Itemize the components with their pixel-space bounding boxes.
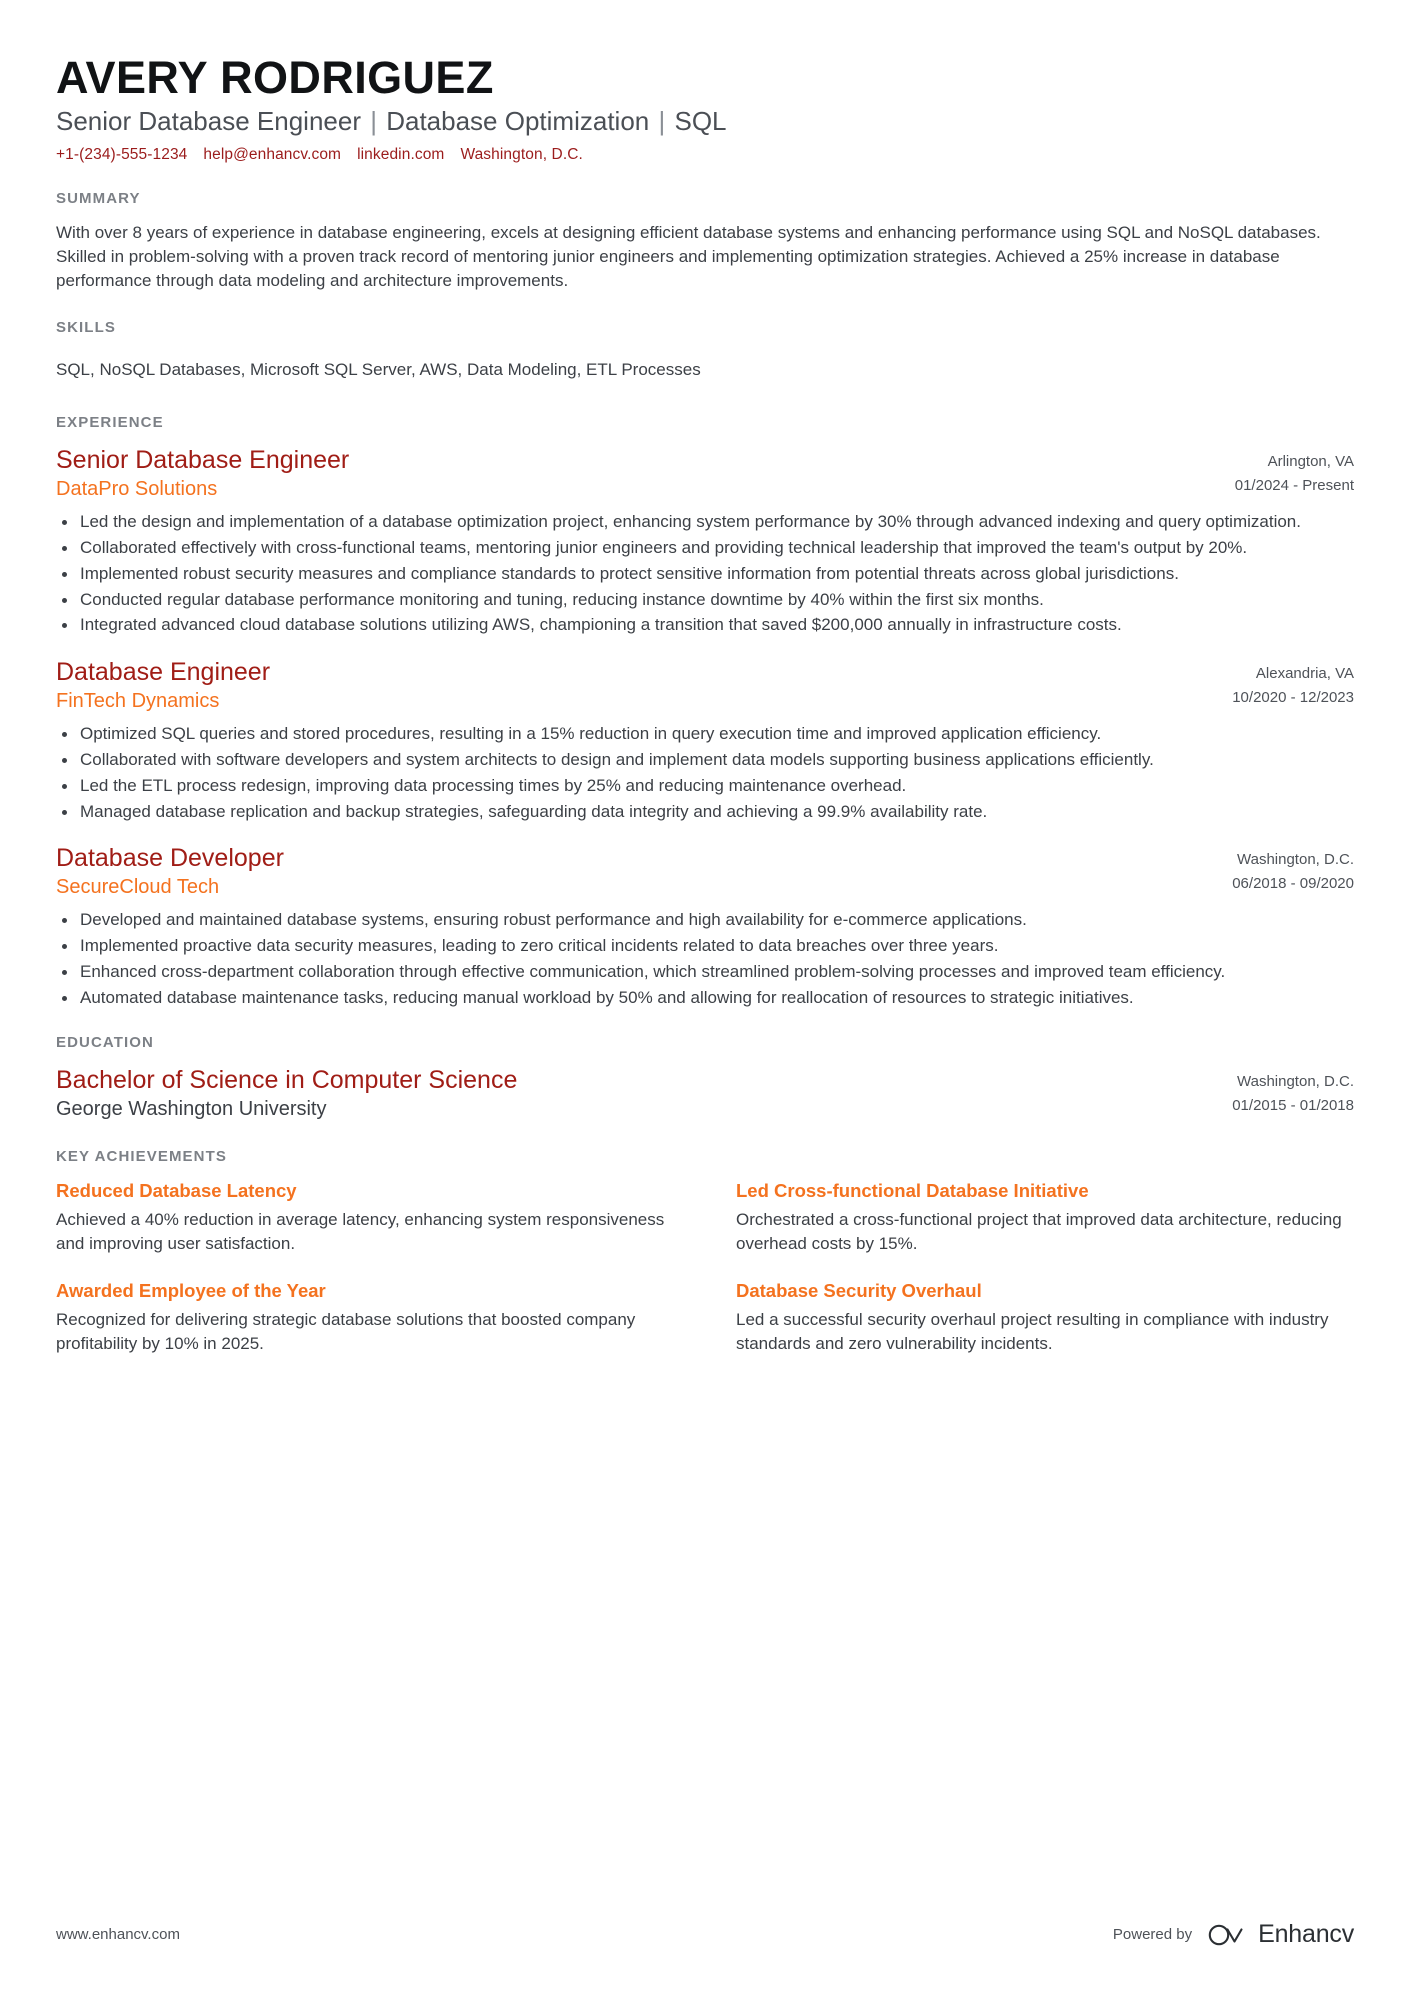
achievement-title: Database Security Overhaul [736, 1280, 982, 1302]
experience-dates: 06/2018 - 09/2020 [1232, 875, 1354, 893]
education-entry-head [56, 1065, 1354, 1122]
contact-row [56, 146, 1354, 164]
skills-section-title: SKILLS [56, 319, 116, 337]
footer-brand-area [1113, 1920, 1354, 1949]
powered-by-label: Powered by [1112, 1926, 1193, 1943]
headline-part-1: Senior Database Engineer [56, 106, 361, 137]
experience-bullet: Automated database maintenance tasks, reducing manual workload by 50% and allowing for reallocation of resources to strategic initiatives. [56, 986, 1354, 1010]
experience-bullet: Managed database replication and backup strategies, safeguarding data integrity and achieving a 99.9% availability rate. [56, 800, 1354, 824]
achievement-item [736, 1279, 1354, 1356]
experience-entry-head [56, 657, 1354, 714]
experience-company: DataPro Solutions [56, 478, 218, 501]
skills-section [56, 319, 1354, 382]
education-school: George Washington University [56, 1097, 327, 1120]
contact-email[interactable]: help@enhancv.com [203, 145, 342, 163]
achievements-section [56, 1148, 1354, 1356]
experience-job-title: Senior Database Engineer [56, 446, 350, 475]
enhancv-mark-icon [1206, 1921, 1250, 1949]
experience-bullet: Implemented robust security measures and compliance standards to protect sensitive information from potential threats across global jurisdictions. [56, 562, 1354, 586]
experience-section [56, 414, 1354, 1009]
experience-bullet-list [56, 510, 1354, 637]
experience-bullet: Collaborated effectively with cross-functional teams, mentoring junior engineers and providing technical leadership that improved the team's output by 20%. [56, 536, 1354, 560]
experience-entry-head [56, 843, 1354, 900]
achievement-text: Orchestrated a cross-functional project that improved data architecture, reducing overhead costs by 15%. [736, 1209, 1342, 1253]
education-section-title: EDUCATION [56, 1033, 154, 1051]
experience-dates: 10/2020 - 12/2023 [1232, 689, 1354, 707]
experience-entry-right [1232, 843, 1354, 896]
achievement-title: Led Cross-functional Database Initiative [736, 1179, 1089, 1201]
achievement-text: Recognized for delivering strategic database solutions that boosted company profitability by 10% in 2025. [56, 1310, 636, 1354]
experience-bullet: Conducted regular database performance monitoring and tuning, reducing instance downtime by 40% within the first six months. [56, 588, 1354, 612]
experience-section-title: EXPERIENCE [56, 414, 164, 432]
candidate-headline [56, 105, 1354, 138]
resume-header [56, 54, 1354, 164]
experience-entry-head [56, 445, 1354, 502]
enhancv-wordmark: Enhancv [1258, 1920, 1354, 1948]
experience-location: Arlington, VA [1267, 453, 1354, 471]
experience-bullet: Optimized SQL queries and stored procedures, resulting in a 15% reduction in query execution time and improved application efficiency. [56, 722, 1354, 746]
achievement-text: Achieved a 40% reduction in average latency, enhancing system responsiveness and improving user satisfaction. [56, 1209, 665, 1253]
experience-bullet: Enhanced cross-department collaboration through effective communication, which streamlined problem-solving processes and improved team efficiency. [56, 960, 1354, 984]
education-entry-right [1232, 1065, 1354, 1118]
achievements-grid [56, 1179, 1354, 1356]
headline-part-3: SQL [674, 106, 727, 137]
contact-location: Washington, D.C. [460, 145, 583, 163]
footer-website-url[interactable]: www.enhancv.com [56, 1926, 180, 1943]
experience-entry [56, 657, 1354, 823]
experience-bullet: Led the ETL process redesign, improving data processing times by 25% and reducing maintenance overhead. [56, 774, 1354, 798]
headline-part-2: Database Optimization [386, 106, 650, 137]
experience-company: SecureCloud Tech [56, 876, 220, 899]
experience-entry-right [1235, 445, 1354, 498]
experience-entry-right [1232, 657, 1354, 710]
experience-entry [56, 843, 1354, 1009]
experience-job-title: Database Developer [56, 844, 284, 873]
headline-separator-2: | [658, 106, 666, 137]
experience-bullet: Developed and maintained database systems, ensuring robust performance and high availability for e-commerce applications. [56, 908, 1354, 932]
experience-company: FinTech Dynamics [56, 690, 220, 713]
achievement-item [56, 1279, 674, 1356]
achievement-text: Led a successful security overhaul project resulting in compliance with industry standards and zero vulnerability incidents. [736, 1310, 1329, 1354]
headline-separator-1: | [370, 106, 377, 137]
experience-entry-left [56, 657, 1208, 714]
education-entry [56, 1065, 1354, 1122]
enhancv-logo [1206, 1920, 1354, 1949]
achievement-title: Awarded Employee of the Year [56, 1280, 326, 1302]
page-footer [56, 1920, 1354, 1949]
experience-bullet: Integrated advanced cloud database solutions utilizing AWS, championing a transition that saved $200,000 annually in infrastructure costs. [56, 613, 1354, 637]
experience-bullet: Led the design and implementation of a database optimization project, enhancing system performance by 30% through advanced indexing and query optimization. [56, 510, 1354, 534]
summary-section-title: SUMMARY [56, 189, 141, 207]
education-location: Washington, D.C. [1237, 1072, 1354, 1090]
achievement-title: Reduced Database Latency [56, 1179, 297, 1201]
skills-list: SQL, NoSQL Databases, Microsoft SQL Server, AWS, Data Modeling, ETL Processes [56, 360, 701, 380]
contact-linkedin[interactable]: linkedin.com [357, 145, 445, 163]
experience-bullet: Collaborated with software developers and system architects to design and implement data models supporting business applications efficiently. [56, 748, 1354, 772]
experience-entry-left [56, 445, 1211, 502]
experience-location: Alexandria, VA [1255, 665, 1354, 683]
education-section [56, 1034, 1354, 1122]
experience-entry [56, 445, 1354, 637]
experience-entry-left [56, 843, 1208, 900]
candidate-name: AVERY RODRIGUEZ [56, 52, 494, 103]
experience-dates: 01/2024 - Present [1234, 477, 1354, 495]
achievements-section-title: KEY ACHIEVEMENTS [56, 1147, 227, 1165]
experience-bullet-list [56, 722, 1354, 823]
education-dates: 01/2015 - 01/2018 [1232, 1096, 1354, 1114]
education-degree: Bachelor of Science in Computer Science [56, 1065, 518, 1094]
achievement-item [56, 1179, 674, 1256]
experience-job-title: Database Engineer [56, 658, 271, 687]
summary-text: With over 8 years of experience in database engineering, excels at designing efficient database systems and enhancing performance using SQL and NoSQL databases. Skilled in problem-solving with a proven track record of mentoring junior engineers and implementing optimization strategies. Achieved a 25% increase in database performance through data modeling and architecture improvements. [56, 222, 1321, 290]
contact-phone[interactable]: +1-(234)-555-1234 [56, 145, 188, 163]
experience-bullet-list [56, 908, 1354, 1009]
education-entry-left [56, 1065, 1208, 1122]
summary-section [56, 190, 1354, 293]
achievement-item [736, 1179, 1354, 1256]
experience-bullet: Implemented proactive data security measures, leading to zero critical incidents related to data breaches over three years. [56, 934, 1354, 958]
experience-location: Washington, D.C. [1237, 851, 1354, 869]
